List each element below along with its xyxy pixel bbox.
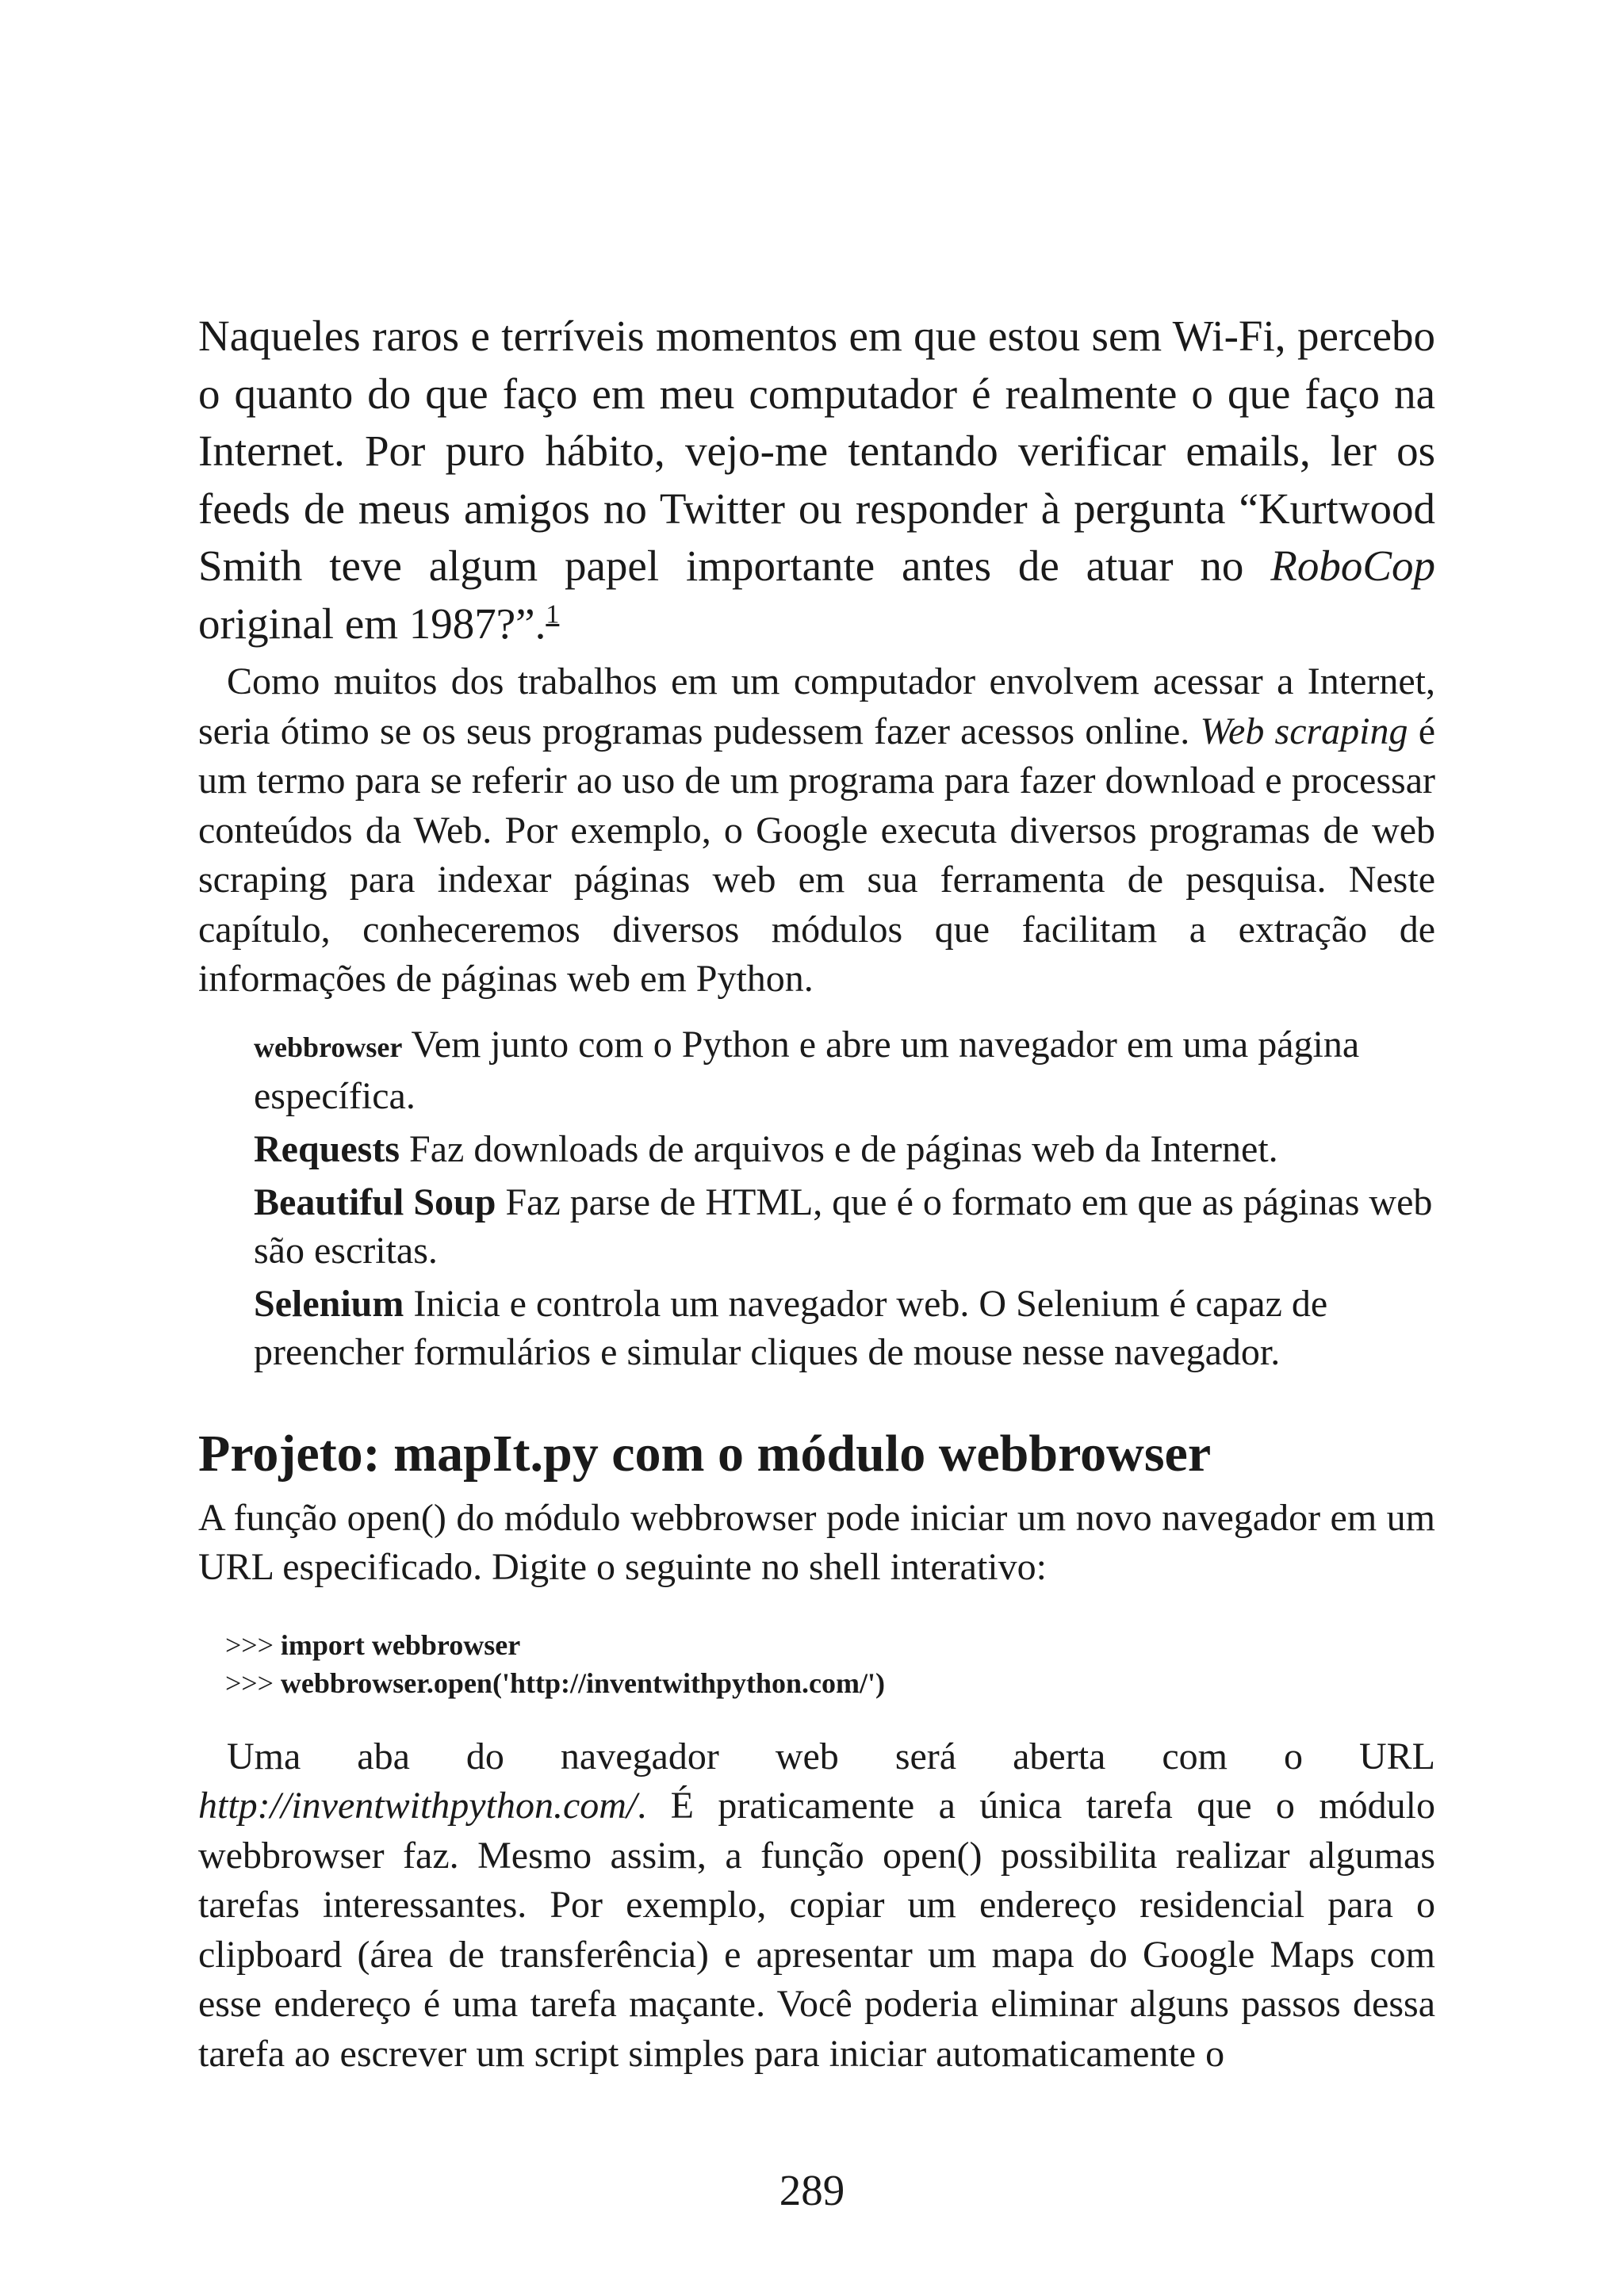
module-desc: Faz downloads de arquivos e de páginas web da Internet. xyxy=(400,1127,1278,1170)
module-item-selenium xyxy=(254,1280,1435,1376)
intro-text-end: original em 1987?”. xyxy=(198,599,546,648)
intro-paragraph xyxy=(198,308,1435,652)
intro-text: Naqueles raros e terríveis momentos em que estou sem Wi-Fi, percebo o quanto do que faço em meu computador é realmente o que faço na Internet. Por puro hábito, vejo-me tentando verificar emails, ler os feeds de meus amigos no Twitter ou responder à pergunta “Kurtwood Smith teve algum papel importante antes de atuar no xyxy=(198,312,1435,590)
module-term: webbrowser xyxy=(254,1031,403,1063)
section-intro-paragraph: A função open() do módulo webbrowser pode iniciar um novo navegador em um URL especificado. Digite o seguinte no shell interativo: xyxy=(198,1496,1435,1588)
module-term: Selenium xyxy=(254,1282,404,1325)
module-list xyxy=(254,1020,1435,1376)
intro-movie-title: RoboCop xyxy=(1270,541,1435,590)
section-heading: Projeto: mapIt.py com o módulo webbrowser xyxy=(198,1424,1212,1483)
code-prompt: >>> xyxy=(225,1667,281,1699)
code-command: import webbrowser xyxy=(280,1628,521,1661)
module-term: Beautiful Soup xyxy=(254,1181,496,1223)
code-command: webbrowser.open('http://inventwithpython.com/') xyxy=(280,1667,885,1699)
webbrowser-paragraph xyxy=(198,1732,1435,2080)
url-link[interactable]: http://inventwithpython.com/ xyxy=(198,1785,638,1827)
code-block xyxy=(225,1626,1435,1702)
web-scraping-term: Web scraping xyxy=(1200,710,1408,752)
footnote-link[interactable]: 1 xyxy=(546,599,560,629)
paragraph-text-end: é um termo para se referir ao uso de um programa para fazer download e processar conteúdos da Web. Por exemplo, o Google executa diversos programas de web scraping para indexar páginas web em sua ferramenta de pesquisa. Neste capítulo, conheceremos diversos módulos que facilitam a extração de informações de páginas web em Python. xyxy=(198,710,1435,1000)
module-term: Requests xyxy=(254,1127,400,1170)
paragraph-text-end: . É praticamente a única tarefa que o módulo webbrowser faz. Mesmo assim, a função open() possibilita realizar algumas tarefas interessantes. Por exemplo, copiar um endereço residencial para o clipboard (área de transferência) e apresentar um mapa do Google Maps com esse endereço é uma tarefa maçante. Você poderia eliminar alguns passos dessa tarefa ao escrever um script simples para iniciar automaticamente o xyxy=(198,1785,1435,2075)
module-item-beautiful-soup xyxy=(254,1178,1435,1275)
module-item-requests xyxy=(254,1125,1435,1173)
module-desc: Faz parse de HTML, que é o formato em que as páginas web são escritas. xyxy=(254,1181,1433,1272)
code-line xyxy=(225,1664,1435,1702)
module-desc: Inicia e controla um navegador web. O Selenium é capaz de preencher formulários e simular cliques de mouse nesse navegador. xyxy=(254,1282,1328,1373)
module-item-webbrowser xyxy=(254,1020,1435,1120)
module-desc: Vem junto com o Python e abre um navegador em uma página específica. xyxy=(254,1023,1360,1117)
paragraph-first-line: Uma aba do navegador web será aberta com o URL xyxy=(227,1735,1435,1777)
code-line xyxy=(225,1626,1435,1664)
paragraph-text: Como muitos dos trabalhos em um computador envolvem acessar a Internet, seria ótimo se os seus programas pudessem fazer acessos online. xyxy=(198,660,1435,752)
web-scraping-paragraph xyxy=(198,657,1435,1004)
code-prompt: >>> xyxy=(225,1628,281,1661)
page-number: 289 xyxy=(779,2166,845,2214)
page-content xyxy=(198,308,1435,2079)
